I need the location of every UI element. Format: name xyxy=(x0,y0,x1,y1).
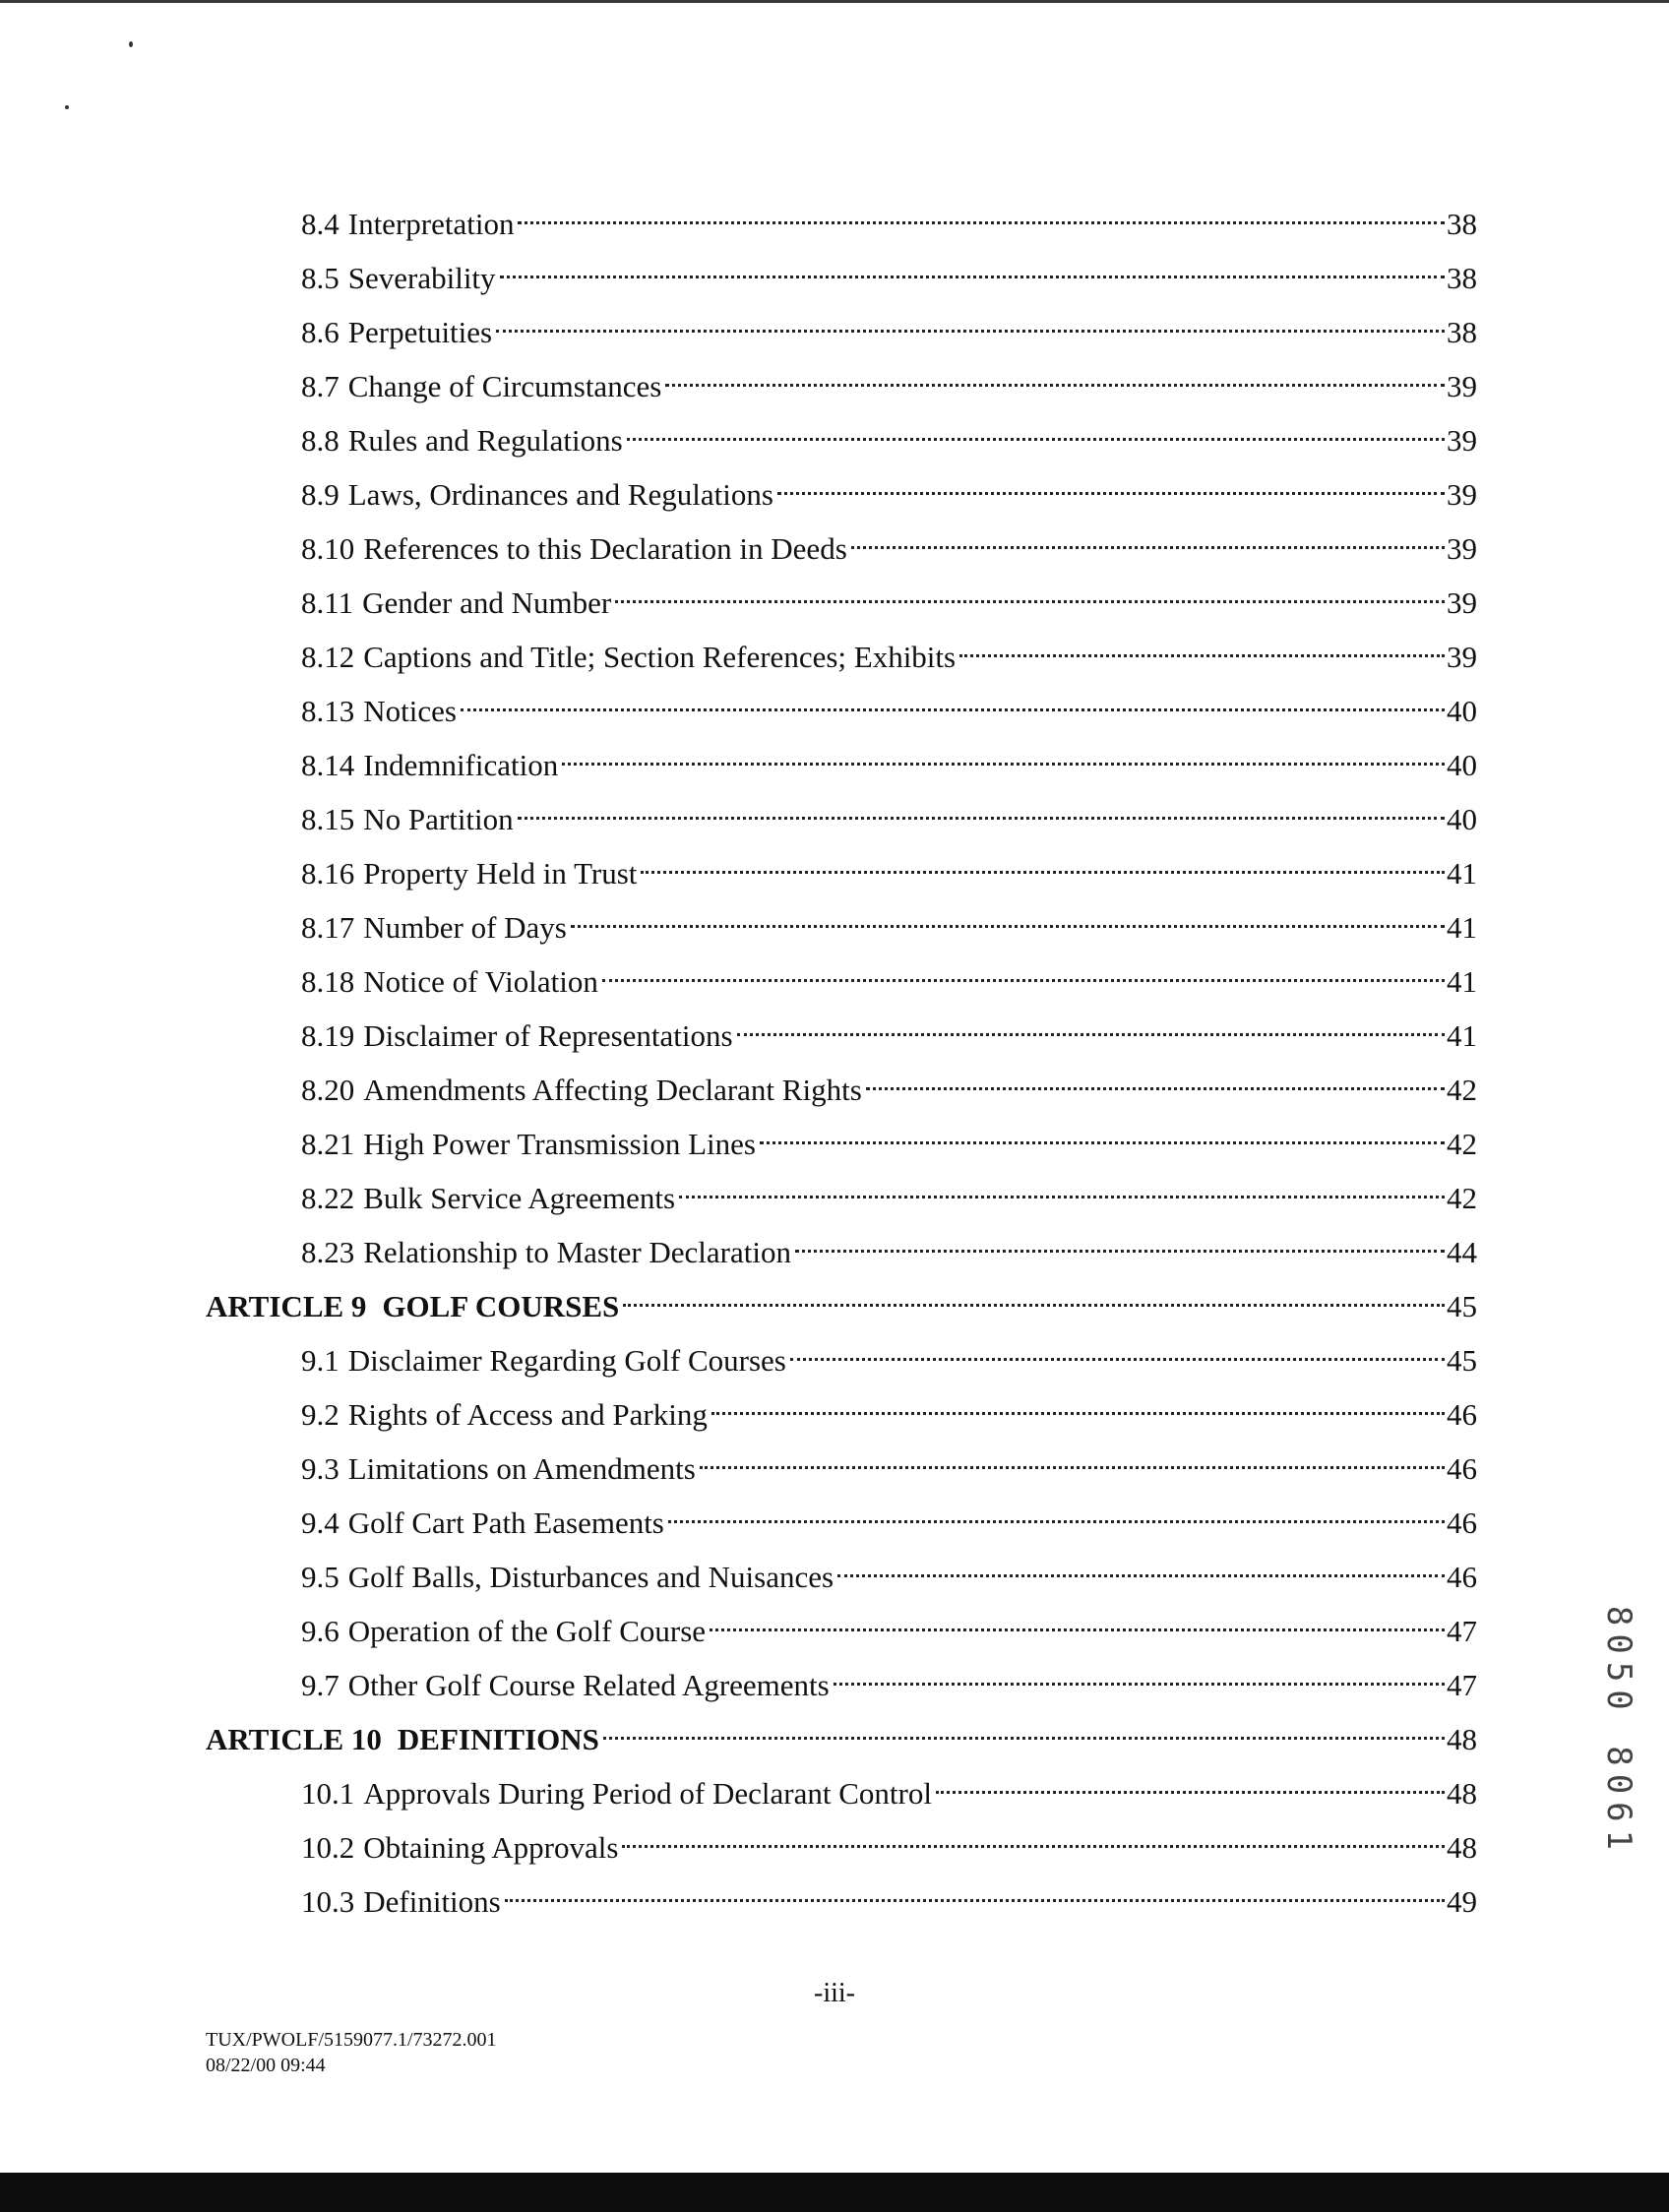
toc-entry-number: 8.23 xyxy=(301,1235,355,1269)
toc-entry-page: 46 xyxy=(1447,1560,1477,1594)
toc-entry-row xyxy=(301,574,1477,620)
toc-entry-number: ARTICLE 10 xyxy=(206,1722,382,1756)
toc-entry-title: Notice of Violation xyxy=(363,964,598,999)
toc-article-row xyxy=(206,1710,1477,1756)
toc-entry-title: Bulk Service Agreements xyxy=(363,1181,676,1215)
toc-entry-page: 48 xyxy=(1447,1830,1477,1865)
toc-dot-leader xyxy=(760,1115,1445,1154)
toc-dot-leader xyxy=(623,1277,1445,1317)
toc-entry-page: 39 xyxy=(1447,369,1477,403)
scan-speck xyxy=(65,105,69,109)
toc-entry-page: 38 xyxy=(1447,315,1477,349)
toc-entry-title: Golf Cart Path Easements xyxy=(347,1505,664,1540)
toc-entry-number: 8.8 xyxy=(301,423,340,458)
toc-dot-leader xyxy=(837,1548,1445,1587)
toc-dot-leader xyxy=(562,736,1445,775)
toc-entry-page: 46 xyxy=(1447,1505,1477,1540)
toc-entry-title: No Partition xyxy=(363,802,514,836)
toc-entry-page: 47 xyxy=(1447,1668,1477,1702)
toc-entry-title: Amendments Affecting Declarant Rights xyxy=(363,1073,862,1107)
toc-dot-leader xyxy=(602,952,1445,992)
toc-entry-page: 49 xyxy=(1447,1884,1477,1919)
toc-entry-page: 47 xyxy=(1447,1614,1477,1648)
toc-entry-title: GOLF COURSES xyxy=(382,1289,620,1323)
toc-dot-leader xyxy=(866,1061,1445,1100)
toc-entry-page: 39 xyxy=(1447,423,1477,458)
toc-entry-row xyxy=(301,790,1477,836)
toc-entry-page: 39 xyxy=(1447,640,1477,674)
toc-entry-row xyxy=(301,682,1477,728)
toc-entry-number: 8.20 xyxy=(301,1073,355,1107)
toc-entry-row xyxy=(301,1764,1477,1811)
toc-entry-number: 8.15 xyxy=(301,802,355,836)
toc-dot-leader xyxy=(615,574,1445,613)
toc-dot-leader xyxy=(959,628,1445,667)
toc-entry-row xyxy=(301,411,1477,458)
toc-entry-page: 46 xyxy=(1447,1397,1477,1432)
toc-entry-number: 8.17 xyxy=(301,910,355,945)
toc-entry-row xyxy=(301,249,1477,295)
toc-dot-leader xyxy=(603,1710,1445,1750)
toc-entry-number: 8.14 xyxy=(301,748,355,782)
toc-dot-leader xyxy=(622,1818,1445,1858)
toc-entry-title: Approvals During Period of Declarant Control xyxy=(363,1776,932,1811)
toc-entry-title: Disclaimer Regarding Golf Courses xyxy=(347,1343,786,1378)
toc-dot-leader xyxy=(668,1494,1445,1533)
toc-entry-row xyxy=(301,736,1477,782)
document-footer xyxy=(206,2027,497,2078)
toc-entry-row xyxy=(301,465,1477,512)
bates-stamp xyxy=(1594,1565,1643,1899)
toc-entry-number: 8.11 xyxy=(301,585,354,620)
toc-entry-number: 10.1 xyxy=(301,1776,355,1811)
toc-entry-row xyxy=(301,1873,1477,1919)
toc-entry-page: 46 xyxy=(1447,1451,1477,1486)
toc-entry-row xyxy=(301,1602,1477,1648)
toc-entry-row xyxy=(301,844,1477,891)
toc-dot-leader xyxy=(737,1007,1445,1046)
toc-entry-number: 8.19 xyxy=(301,1018,355,1053)
toc-dot-leader xyxy=(500,249,1445,288)
toc-dot-leader xyxy=(571,898,1445,938)
toc-entry-title: Number of Days xyxy=(363,910,567,945)
toc-entry-title: Relationship to Master Declaration xyxy=(363,1235,791,1269)
toc-entry-number: 8.21 xyxy=(301,1127,355,1161)
toc-entry-title: Change of Circumstances xyxy=(347,369,662,403)
toc-entry-number: 8.18 xyxy=(301,964,355,999)
toc-entry-row xyxy=(301,952,1477,999)
toc-entry-page: 39 xyxy=(1447,531,1477,566)
toc-entry-page: 41 xyxy=(1447,964,1477,999)
toc-entry-page: 42 xyxy=(1447,1073,1477,1107)
toc-dot-leader xyxy=(679,1169,1445,1208)
toc-entry-row xyxy=(301,1061,1477,1107)
toc-entry-page: 42 xyxy=(1447,1127,1477,1161)
toc-entry-row xyxy=(301,1169,1477,1215)
toc-entry-page: 48 xyxy=(1447,1722,1477,1756)
toc-entry-page: 38 xyxy=(1447,261,1477,295)
toc-dot-leader xyxy=(710,1602,1445,1641)
toc-entry-page: 41 xyxy=(1447,910,1477,945)
toc-entry-row xyxy=(301,195,1477,241)
toc-entry-page: 40 xyxy=(1447,694,1477,728)
toc-entry-page: 41 xyxy=(1447,1018,1477,1053)
toc-entry-title: Property Held in Trust xyxy=(363,856,638,891)
toc-entry-page: 44 xyxy=(1447,1235,1477,1269)
toc-dot-leader xyxy=(627,411,1445,451)
toc-entry-title: Operation of the Golf Course xyxy=(347,1614,707,1648)
toc-entry-title: Captions and Title; Section References; Exhibits xyxy=(363,640,957,674)
toc-dot-leader xyxy=(700,1440,1445,1479)
toc-entry-row xyxy=(301,520,1477,566)
toc-entry-title: Definitions xyxy=(363,1884,501,1919)
toc-entry-title: Golf Balls, Disturbances and Nuisances xyxy=(347,1560,834,1594)
toc-entry-page: 42 xyxy=(1447,1181,1477,1215)
toc-article-row xyxy=(206,1277,1477,1323)
toc-entry-page: 48 xyxy=(1447,1776,1477,1811)
toc-entry-title: Gender and Number xyxy=(362,585,612,620)
toc-entry-row xyxy=(301,628,1477,674)
toc-entry-title: Other Golf Course Related Agreements xyxy=(347,1668,830,1702)
toc-entry-row xyxy=(301,1115,1477,1161)
toc-entry-title: Severability xyxy=(347,261,496,295)
toc-dot-leader xyxy=(505,1873,1445,1912)
toc-dot-leader xyxy=(795,1223,1445,1262)
toc-entry-page: 40 xyxy=(1447,802,1477,836)
toc-entry-number: 8.22 xyxy=(301,1181,355,1215)
footer-doc-id: TUX/PWOLF/5159077.1/73272.001 xyxy=(206,2029,497,2051)
toc-entry-title: Disclaimer of Representations xyxy=(363,1018,733,1053)
toc-entry-number: 8.5 xyxy=(301,261,340,295)
toc-entry-row xyxy=(301,1656,1477,1702)
toc-dot-leader xyxy=(936,1764,1445,1804)
toc-entry-title: Rights of Access and Parking xyxy=(347,1397,708,1432)
toc-entry-page: 38 xyxy=(1447,207,1477,241)
toc-dot-leader xyxy=(777,465,1445,505)
toc-dot-leader xyxy=(665,357,1445,397)
toc-dot-leader xyxy=(641,844,1445,884)
toc-dot-leader xyxy=(834,1656,1445,1695)
toc-dot-leader xyxy=(461,682,1445,721)
toc-entry-number: 10.2 xyxy=(301,1830,355,1865)
toc-entry-number: 9.2 xyxy=(301,1397,340,1432)
toc-entry-title: Perpetuities xyxy=(347,315,493,349)
toc-entry-row xyxy=(301,1223,1477,1269)
toc-entry-title: Indemnification xyxy=(363,748,559,782)
toc-entry-title: Notices xyxy=(363,694,457,728)
toc-entry-number: 10.3 xyxy=(301,1884,355,1919)
toc-entry-page: 40 xyxy=(1447,748,1477,782)
toc-entry-number: 9.4 xyxy=(301,1505,340,1540)
toc-entry-number: 8.16 xyxy=(301,856,355,891)
toc-entry-number: 9.6 xyxy=(301,1614,340,1648)
toc-entry-row xyxy=(301,1548,1477,1594)
scan-bottom-edge xyxy=(0,2173,1669,2212)
toc-entry-title: Limitations on Amendments xyxy=(347,1451,696,1486)
toc-entry-page: 45 xyxy=(1447,1289,1477,1323)
toc-entry-title: DEFINITIONS xyxy=(397,1722,599,1756)
toc-dot-leader xyxy=(518,195,1445,234)
toc-entry-row xyxy=(301,898,1477,945)
toc-entry-number: 8.10 xyxy=(301,531,355,566)
toc-entry-number: 8.9 xyxy=(301,477,340,512)
toc-entry-title: References to this Declaration in Deeds xyxy=(363,531,847,566)
toc-entry-row xyxy=(301,1007,1477,1053)
toc-entry-title: Laws, Ordinances and Regulations xyxy=(347,477,773,512)
toc-entry-number: 9.3 xyxy=(301,1451,340,1486)
footer-timestamp: 08/22/00 09:44 xyxy=(206,2055,326,2076)
page-number: -iii- xyxy=(814,1978,855,2008)
toc-entry-number: 9.7 xyxy=(301,1668,340,1702)
toc-entry-page: 39 xyxy=(1447,477,1477,512)
toc-entry-page: 41 xyxy=(1447,856,1477,891)
toc-dot-leader xyxy=(711,1385,1445,1425)
toc-dot-leader xyxy=(790,1331,1445,1371)
toc-entry-title: Rules and Regulations xyxy=(347,423,623,458)
toc-entry-page: 39 xyxy=(1447,585,1477,620)
toc-entry-row xyxy=(301,357,1477,403)
toc-dot-leader xyxy=(851,520,1445,559)
toc-entry-number: 8.4 xyxy=(301,207,340,241)
toc-entry-title: High Power Transmission Lines xyxy=(363,1127,756,1161)
toc-entry-number: 8.12 xyxy=(301,640,355,674)
toc-entry-row xyxy=(301,1385,1477,1432)
toc-entry-row xyxy=(301,303,1477,349)
toc-entry-number: 9.1 xyxy=(301,1343,340,1378)
toc-entry-title: Interpretation xyxy=(347,207,515,241)
toc-entry-title: Obtaining Approvals xyxy=(363,1830,619,1865)
top-border xyxy=(0,0,1669,3)
toc-entry-number: 9.5 xyxy=(301,1560,340,1594)
toc-entry-number: ARTICLE 9 xyxy=(206,1289,367,1323)
toc-entry-row xyxy=(301,1494,1477,1540)
toc-entry-page: 45 xyxy=(1447,1343,1477,1378)
toc-dot-leader xyxy=(518,790,1445,830)
toc-entry-row xyxy=(301,1440,1477,1486)
toc-dot-leader xyxy=(496,303,1445,342)
scan-speck xyxy=(129,41,133,47)
toc-entry-row xyxy=(301,1331,1477,1378)
toc-entry-number: 8.7 xyxy=(301,369,340,403)
toc-entry-number: 8.13 xyxy=(301,694,355,728)
toc-entry-row xyxy=(301,1818,1477,1865)
bates-number: 8050 8061 xyxy=(1599,1605,1638,1859)
toc-entry-number: 8.6 xyxy=(301,315,340,349)
